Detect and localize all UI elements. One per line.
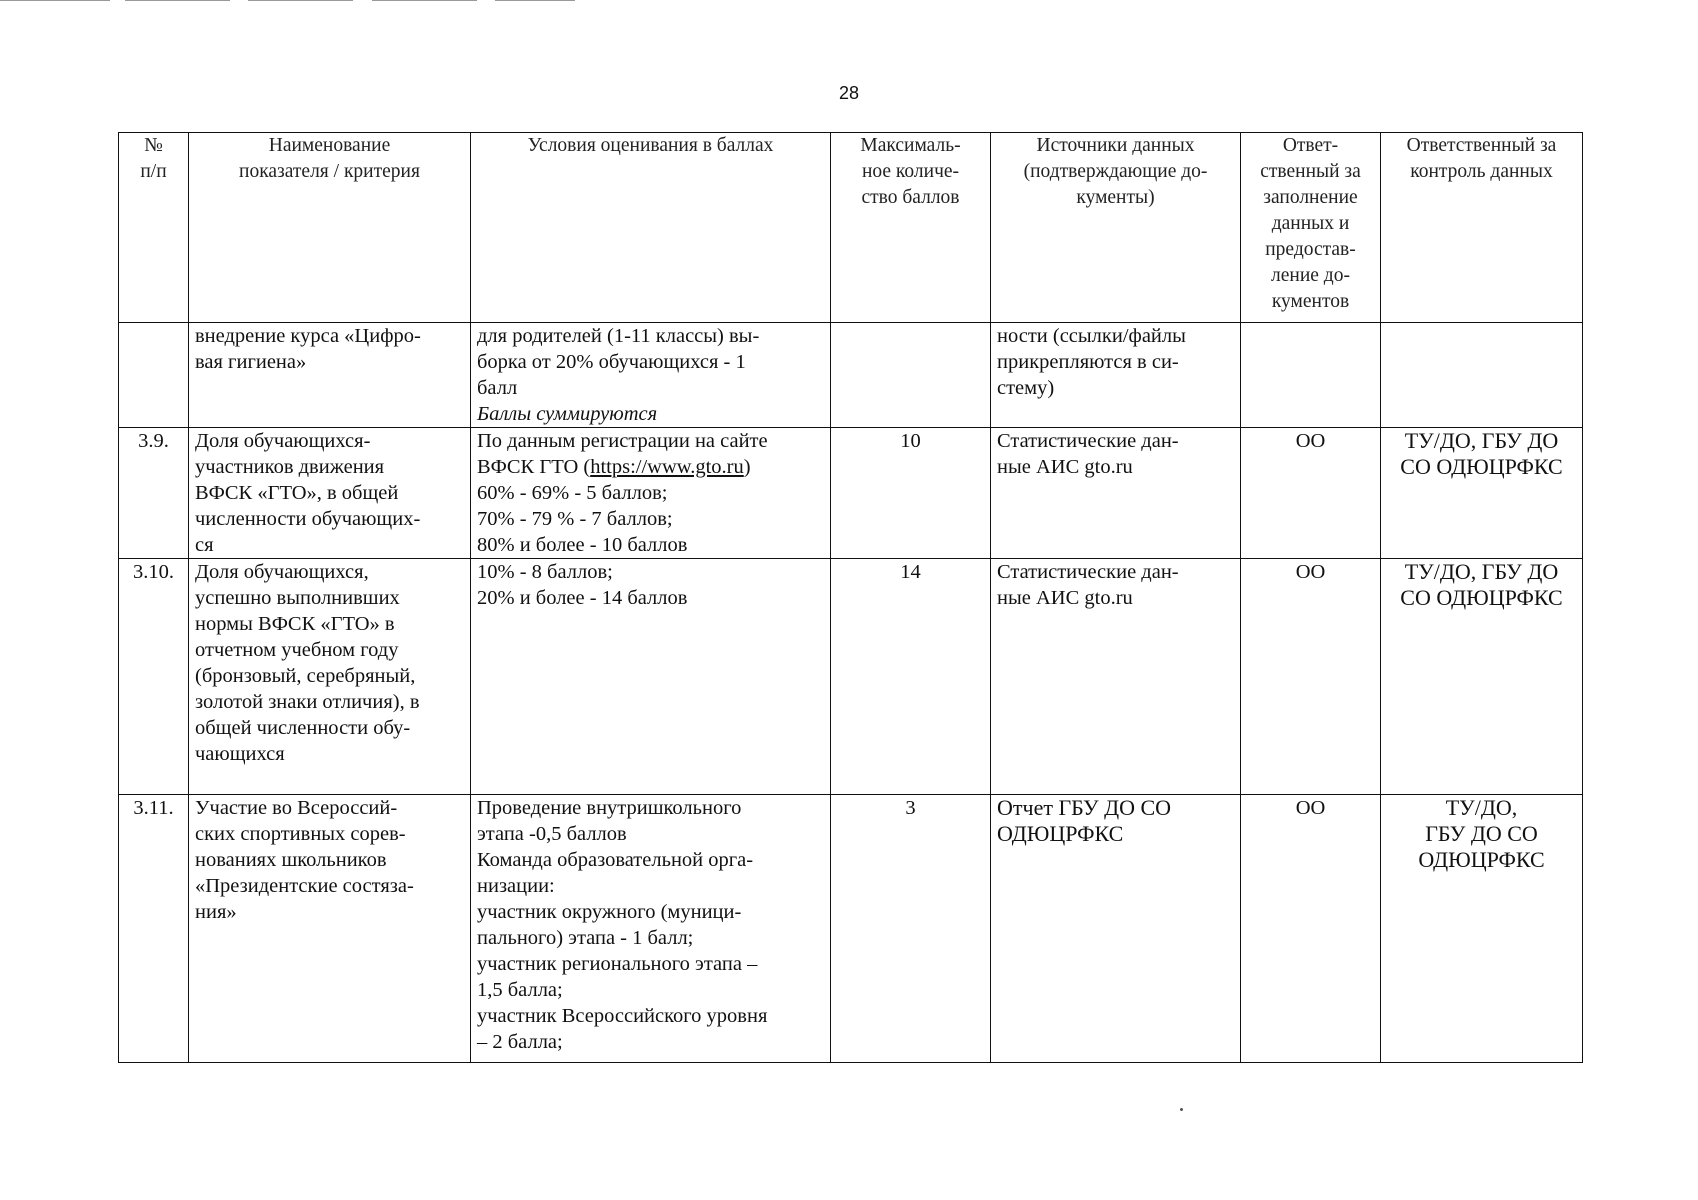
row-conditions: Проведение внутришкольного этапа -0,5 баллов Команда образовательной орга- низации: участник окружного (муници- пального) этапа - 1 балл; участник регионального этапа – 1,5 балла; участник Всероссийского уровня – 2 балла; bbox=[471, 795, 831, 1063]
row-name: Доля обучающихся- участников движения ВФСК «ГТО», в общей численности обучающих- ся bbox=[189, 428, 471, 559]
row-name: Участие во Всероссий- ских спортивных сорев- нованиях школьников «Президентские состяза- ния» bbox=[189, 795, 471, 1063]
scan-edge-marks bbox=[0, 0, 600, 2]
criteria-table bbox=[118, 132, 1583, 1063]
header-num: № п/п bbox=[119, 133, 189, 323]
table-row bbox=[119, 323, 1583, 428]
row-sources: ности (ссылки/файлы прикрепляются в си- стему) bbox=[991, 323, 1241, 428]
gto-link[interactable]: https://www.gto.ru bbox=[590, 456, 744, 478]
row-control: ТУ/ДО, ГБУ ДО СО ОДЮЦРФКС bbox=[1381, 428, 1583, 559]
table-row bbox=[119, 428, 1583, 559]
header-responsible: Ответ- ственный за заполнение данных и предостав- ление до- кументов bbox=[1241, 133, 1381, 323]
row-max: 3 bbox=[831, 795, 991, 1063]
header-conditions: Условия оценивания в баллах bbox=[471, 133, 831, 323]
table-row bbox=[119, 559, 1583, 795]
row-conditions: 10% - 8 баллов; 20% и более - 14 баллов bbox=[471, 559, 831, 795]
row-control: ТУ/ДО, ГБУ ДО СО ОДЮЦРФКС bbox=[1381, 795, 1583, 1063]
row-conditions bbox=[471, 428, 831, 559]
row-max bbox=[831, 323, 991, 428]
row-conditions bbox=[471, 323, 831, 428]
row-sources: Отчет ГБУ ДО СО ОДЮЦРФКС bbox=[991, 795, 1241, 1063]
row-num: 3.10. bbox=[119, 559, 189, 795]
header-sources: Источники данных (подтверждающие до- кументы) bbox=[991, 133, 1241, 323]
row-max: 10 bbox=[831, 428, 991, 559]
row-responsible: ОО bbox=[1241, 559, 1381, 795]
row-num bbox=[119, 323, 189, 428]
row-max: 14 bbox=[831, 559, 991, 795]
row-num: 3.11. bbox=[119, 795, 189, 1063]
row-control: ТУ/ДО, ГБУ ДО СО ОДЮЦРФКС bbox=[1381, 559, 1583, 795]
row-control bbox=[1381, 323, 1583, 428]
row-responsible: ОО bbox=[1241, 795, 1381, 1063]
row-num: 3.9. bbox=[119, 428, 189, 559]
header-max: Максималь- ное количе- ство баллов bbox=[831, 133, 991, 323]
scan-speck bbox=[1180, 1108, 1183, 1111]
page-number: 28 bbox=[838, 83, 860, 103]
row-name: Доля обучающихся, успешно выполнивших нормы ВФСК «ГТО» в отчетном учебном году (бронзовый, серебряный, золотой знаки отличия), в общей численности обу- чающихся bbox=[189, 559, 471, 795]
row-name: внедрение курса «Цифро- вая гигиена» bbox=[189, 323, 471, 428]
header-control: Ответственный за контроль данных bbox=[1381, 133, 1583, 323]
conditions-note: Баллы суммируются bbox=[477, 403, 658, 425]
row-responsible: ОО bbox=[1241, 428, 1381, 559]
conditions-text-pre: По данным регистрации на сайте ВФСК ГТО ( bbox=[477, 430, 768, 478]
header-name: Наименование показателя / критерия bbox=[189, 133, 471, 323]
conditions-text: для родителей (1-11 классы) вы- борка от 20% обучающихся - 1 балл bbox=[477, 325, 760, 399]
table-header-row bbox=[119, 133, 1583, 323]
conditions-text-post: ) 60% - 69% - 5 баллов; 70% - 79 % - 7 баллов; 80% и более - 10 баллов bbox=[477, 456, 751, 556]
row-responsible bbox=[1241, 323, 1381, 428]
table-row bbox=[119, 795, 1583, 1063]
row-sources: Статистические дан- ные АИС gto.ru bbox=[991, 428, 1241, 559]
row-sources: Статистические дан- ные АИС gto.ru bbox=[991, 559, 1241, 795]
